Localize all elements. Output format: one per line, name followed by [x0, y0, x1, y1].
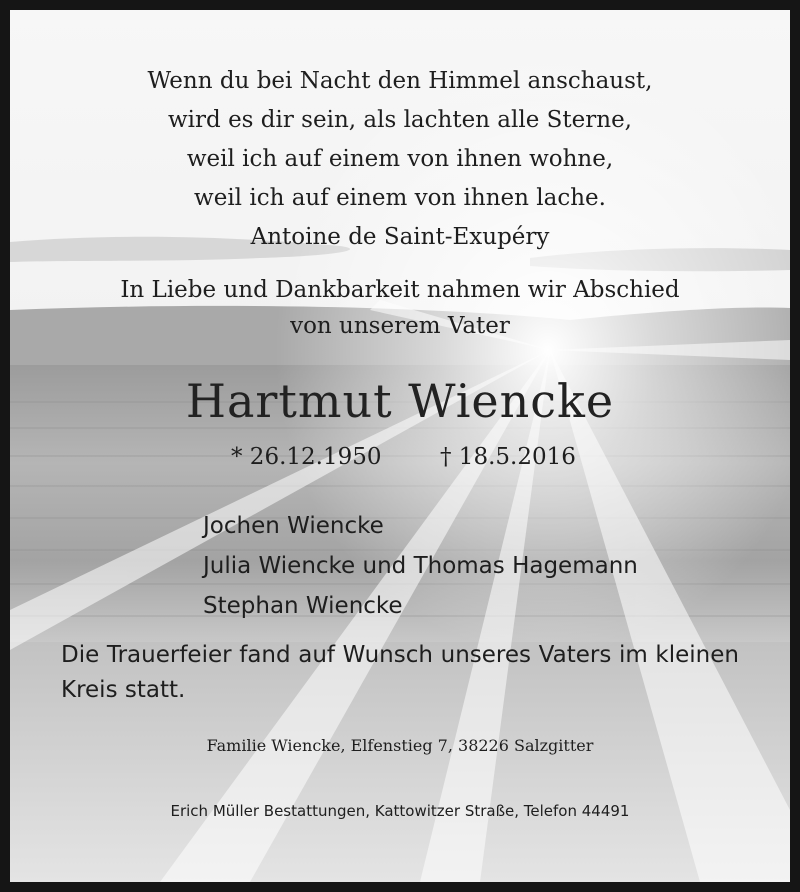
poem-line: Wenn du bei Nacht den Himmel anschaust, — [147, 68, 653, 94]
poem-line: weil ich auf einem von ihnen lache. — [194, 185, 606, 211]
poem-line: weil ich auf einem von ihnen wohne, — [186, 146, 614, 172]
funeral-statement: Die Trauerfeier fand auf Wunsch unseres Vaters im kleinen Kreis statt. — [61, 642, 739, 703]
family-member: Julia Wiencke und Thomas Hagemann — [203, 553, 638, 579]
death-date: † 18.5.2016 — [440, 444, 576, 470]
undertaker-info: Erich Müller Bestattungen, Kattowitzer Straße, Telefon 44491 — [170, 802, 630, 820]
poem-author: Antoine de Saint-Exupéry — [250, 224, 550, 250]
poem — [10, 62, 790, 257]
family-member: Stephan Wiencke — [203, 593, 403, 619]
birth-date: * 26.12.1950 — [231, 444, 382, 470]
notice-content — [10, 10, 790, 882]
intro-line: In Liebe und Dankbarkeit nahmen wir Abschied — [120, 277, 680, 303]
deceased-name: Hartmut Wiencke — [185, 374, 615, 428]
farewell-intro — [10, 272, 790, 344]
family-list — [203, 506, 638, 626]
family-address: Familie Wiencke, Elfenstieg 7, 38226 Salzgitter — [206, 736, 594, 755]
family-member: Jochen Wiencke — [203, 513, 384, 539]
intro-line: von unserem Vater — [290, 313, 510, 339]
poem-line: wird es dir sein, als lachten alle Sterne, — [168, 107, 632, 133]
